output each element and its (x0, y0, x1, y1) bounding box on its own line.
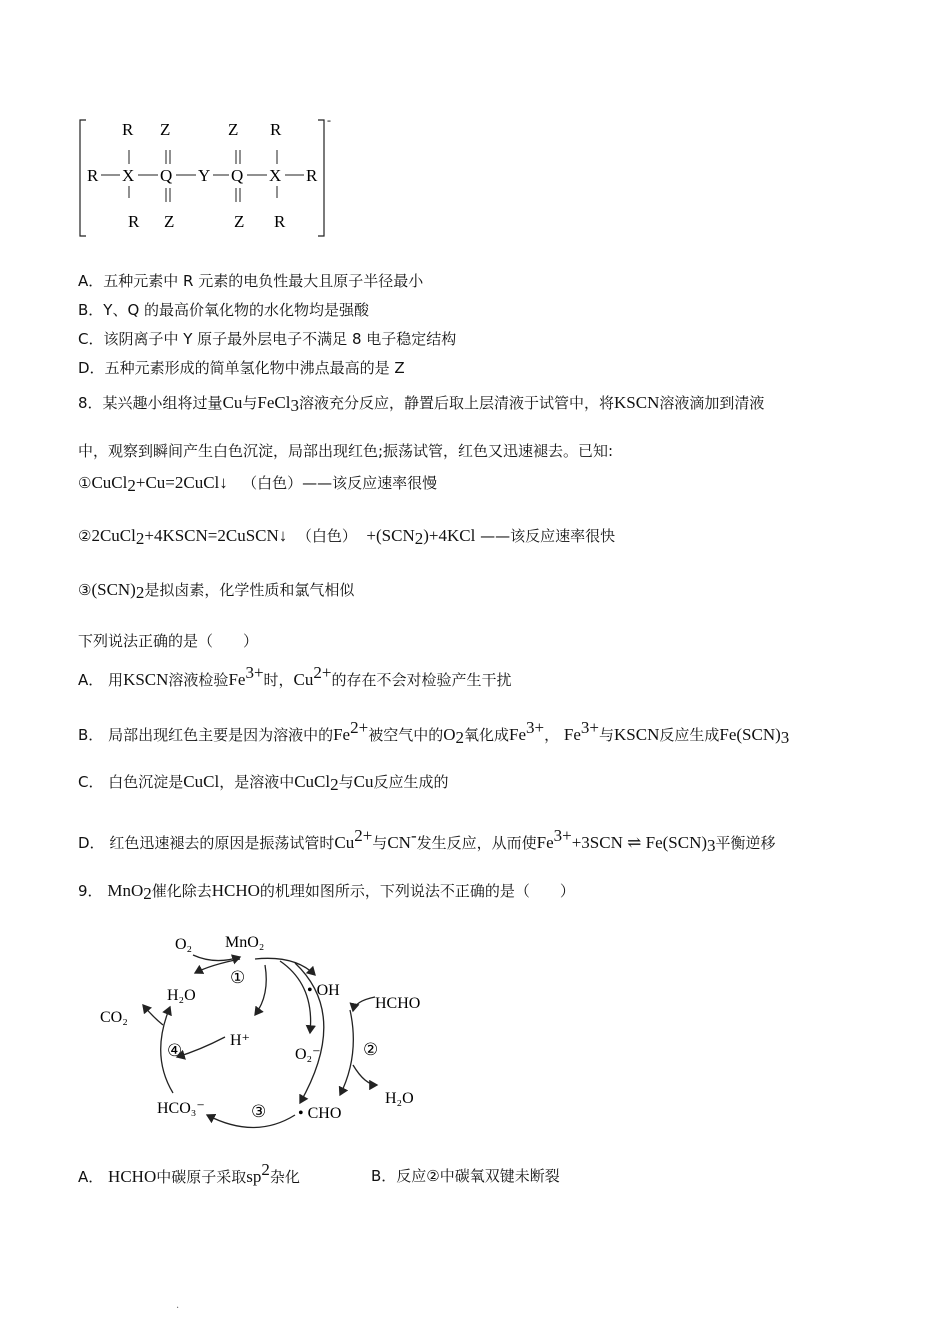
q7-option-b[interactable]: B．Y、Q 的最高价氧化物的水化物均是强酸 (78, 301, 370, 319)
step-1: ① (230, 968, 246, 987)
footer-mark: . (176, 1300, 180, 1311)
q8-known-2: ②2CuCl2+4KSCN=2CuSCN↓ （白色） +(SCN2)+4KCl ——该反应速率很快 (78, 526, 616, 548)
atom-r: R (122, 120, 134, 139)
atom-x: X (269, 166, 282, 185)
atom-r: R (87, 166, 99, 185)
mechanism-diagram (95, 925, 445, 1140)
atom-r: R (128, 212, 140, 231)
label-o2minus: O₂⁻ (295, 1046, 321, 1063)
atom-z: Z (160, 120, 171, 139)
q7-option-d[interactable]: D．五种元素形成的简单氢化物中沸点最高的是 Z (78, 359, 405, 377)
label-hplus: H⁺ (230, 1032, 250, 1049)
atom-z: Z (164, 212, 175, 231)
label-cho: • CHO (298, 1105, 342, 1122)
q8-option-c[interactable]: C． 白色沉淀是CuCl，是溶液中CuCl2与Cu反应生成的 (78, 772, 449, 794)
label-hco3: HCO₃⁻ (157, 1100, 205, 1117)
step-2: ② (363, 1040, 379, 1059)
question-number: 8． (78, 394, 103, 412)
q8-option-b[interactable]: B． 局部出现红色主要是因为溶液中的Fe2+被空气中的O2氧化成Fe3+， Fe3+与KSCN反应生成Fe(SCN)3 (78, 718, 790, 747)
atom-r: R (274, 212, 286, 231)
q8-option-d[interactable]: D． 红色迅速褪去的原因是振荡试管时Cu2+与CN-发生反应，从而使Fe3++3SCN ⇌ Fe(SCN)3平衡逆移 (78, 826, 776, 855)
label-h2o-right: H₂O (385, 1090, 414, 1107)
q8-stem-line2: 中，观察到瞬间产生白色沉淀，局部出现红色;振荡试管，红色又迅速褪去。已知: (78, 442, 614, 460)
q7-option-a[interactable]: A．五种元素中 R 元素的电负性最大且原子半径最小 (78, 272, 424, 290)
right-bracket (318, 120, 324, 236)
q7-option-c[interactable]: C．该阴离子中 Y 原子最外层电子不满足 8 电子稳定结构 (78, 330, 457, 348)
left-bracket (80, 120, 86, 236)
atom-x: X (122, 166, 135, 185)
label-h2o-top: H₂O (167, 987, 196, 1004)
atom-r: R (270, 120, 282, 139)
atom-y: Y (198, 166, 211, 185)
q9-option-a[interactable]: A． HCHO中碳原子采取sp2杂化 (78, 1160, 300, 1186)
q8-known-1: ①CuCl2+Cu=2CuCl↓ （白色）——该反应速率很慢 (78, 473, 438, 495)
label-oh: • OH (307, 982, 340, 999)
atom-q: Q (231, 166, 244, 185)
question-number: 9． (78, 882, 103, 900)
q9-stem: 9． MnO2催化除去HCHO的机理如图所示，下列说法不正确的是（ ） (78, 881, 575, 903)
q8-ask: 下列说法正确的是（ ） (78, 632, 259, 650)
atom-z: Z (228, 120, 239, 139)
label-hcho: HCHO (375, 995, 421, 1012)
q8-stem: 8．某兴趣小组将过量Cu与FeCl3溶液充分反应，静置后取上层清液于试管中，将KSCN溶液滴加到清液 (78, 393, 765, 415)
label-mno2: MnO₂ (225, 934, 265, 951)
step-3: ③ (251, 1102, 267, 1121)
atom-r: R (306, 166, 318, 185)
anion-charge: - (327, 113, 331, 127)
label-o2: O₂ (175, 936, 193, 953)
atom-q: Q (160, 166, 173, 185)
step-4: ④ (167, 1041, 183, 1060)
anion-structure (70, 110, 350, 245)
label-co2: CO₂ (100, 1009, 128, 1026)
q9-option-b[interactable]: B．反应②中碳氧双键未断裂 (371, 1167, 560, 1185)
q8-known-3: ③(SCN)2是拟卤素，化学性质和氯气相似 (78, 580, 355, 602)
atom-z: Z (234, 212, 245, 231)
q8-option-a[interactable]: A． 用KSCN溶液检验Fe3+时，Cu2+的存在不会对检验产生干扰 (78, 663, 512, 689)
